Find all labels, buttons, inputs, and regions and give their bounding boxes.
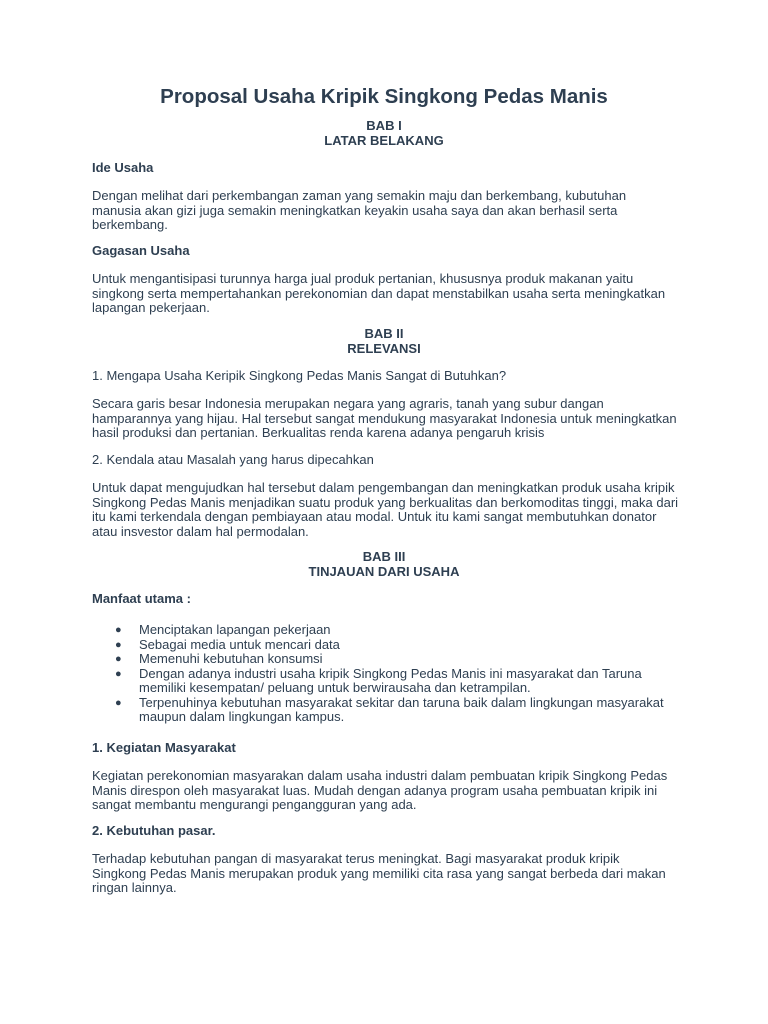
bullet-icon: ●	[115, 696, 122, 709]
text-line: Singkong Pedas Manis menjadikan suatu produk yang berkualitas dan berkomoditas tinggi, maka dari	[92, 494, 679, 510]
text-line: Kegiatan perekonomian masyarakan dalam usaha industri dalam pembuatan kripik Singkong Pedas	[92, 768, 668, 783]
text-line: Dengan adanya industri usaha kripik Singkong Pedas Manis ini masyarakat dan Taruna	[139, 665, 642, 681]
text-line: Menciptakan lapangan pekerjaan	[139, 622, 331, 637]
section-heading-kegiatan: 1. Kegiatan Masyarakat	[92, 740, 236, 755]
text-line: itu kami terkendala dengan pembiayaan atau modal. Untuk itu kami sangat membutuhkan donator	[92, 509, 657, 524]
bullet-icon: ●	[115, 624, 122, 636]
text-line: manusia akan gizi juga semakin meningkatkan keyakin usaha saya dan akan berhasil serta	[92, 202, 618, 218]
text-line: Sebagai media untuk mencari data	[139, 636, 340, 652]
bullet-icon: ●	[115, 667, 122, 680]
text-line: hamparannya yang hijau. Hal tersebut sangat mendukung masyarakat Indonesia untuk meningkatkan	[92, 410, 677, 426]
chapter-number: BAB I	[366, 118, 402, 133]
question-text: 2. Kendala atau Masalah yang harus dipecahkan	[92, 452, 374, 467]
text-line: sangat membantu mengurangi pengangguran yang ada.	[92, 797, 417, 812]
paragraph-kegiatan	[92, 769, 692, 813]
section-heading-gagasan-usaha: Gagasan Usaha	[92, 243, 190, 258]
section-heading-kebutuhan: 2. Kebutuhan pasar.	[92, 823, 216, 838]
text-line: Dengan melihat dari perkembangan zaman yang semakin maju dan berkembang, kubutuhan	[92, 188, 627, 203]
list-item	[92, 623, 692, 638]
list-item	[92, 667, 692, 696]
list-item	[92, 652, 692, 667]
chapter-name: LATAR BELAKANG	[324, 132, 444, 148]
bullet-icon: ●	[115, 653, 122, 665]
chapter-name: RELEVANSI	[347, 340, 421, 356]
paragraph-question-1	[92, 397, 692, 441]
list-item	[92, 638, 692, 653]
question-1	[92, 369, 692, 384]
text-line: Untuk mengantisipasi turunnya harga jual produk pertanian, khususnya produk makanan yaitu	[92, 271, 634, 286]
text-line: Secara garis besar Indonesia merupakan negara yang agraris, tanah yang subur dangan	[92, 396, 604, 411]
document-title: Proposal Usaha Kripik Singkong Pedas Manis	[160, 85, 608, 108]
paragraph-gagasan-usaha	[92, 272, 692, 316]
text-line: Singkong Pedas Manis merupakan produk yang memiliki cita rasa yang sangat berbeda dari makan	[92, 865, 666, 881]
chapter-heading-bab-1	[0, 119, 768, 148]
text-line: Memenuhi kebutuhan konsumsi	[139, 651, 323, 666]
text-line: singkong serta mempertahankan perekonomian dan dapat menstabilkan usaha serta meningkatkan	[92, 285, 666, 301]
text-line: berkembang.	[92, 217, 168, 232]
question-text: 1. Mengapa Usaha Keripik Singkong Pedas Manis Sangat di Butuhkan?	[92, 368, 507, 383]
benefits-list	[92, 623, 692, 725]
paragraph-ide-usaha	[92, 189, 692, 233]
chapter-name: TINJAUAN DARI USAHA	[308, 563, 460, 579]
text-line: atau insvestor dalam hal permodalan.	[92, 523, 309, 539]
text-line: Terpenuhinya kebutuhan masyarakat sekitar dan taruna baik dalam lingkungan masyarakat	[139, 694, 664, 710]
question-2	[92, 453, 692, 468]
text-line: lapangan pekerjaan.	[92, 300, 210, 315]
section-heading-manfaat: Manfaat utama :	[92, 591, 191, 606]
chapter-number: BAB II	[364, 326, 404, 341]
paragraph-kebutuhan	[92, 852, 692, 896]
section-heading-ide-usaha: Ide Usaha	[92, 160, 154, 175]
bullet-icon: ●	[115, 638, 122, 651]
text-line: ringan lainnya.	[92, 880, 177, 895]
list-item	[92, 696, 692, 725]
chapter-heading-bab-3	[0, 550, 768, 579]
chapter-heading-bab-2	[0, 327, 768, 356]
paragraph-question-2	[92, 481, 692, 539]
text-line: Untuk dapat mengujudkan hal tersebut dalam pengembangan dan meningkatkan produk usaha kripik	[92, 480, 675, 495]
text-line: memiliki kesempatan/ peluang untuk berwirausaha dan ketrampilan.	[139, 680, 531, 695]
text-line: Manis direspon oleh masyarakat luas. Mudah dengan adanya program usaha pembuatan kripik ini	[92, 782, 658, 798]
chapter-number: BAB III	[362, 549, 406, 564]
text-line: hasil produksi dan pertanian. Berkualitas renda karena adanya pengaruh krisis	[92, 425, 545, 440]
text-line: Terhadap kebutuhan pangan di masyarakat terus meningkat. Bagi masyarakat produk kripik	[92, 851, 620, 866]
text-line: maupun dalam lingkungan kampus.	[139, 709, 345, 724]
